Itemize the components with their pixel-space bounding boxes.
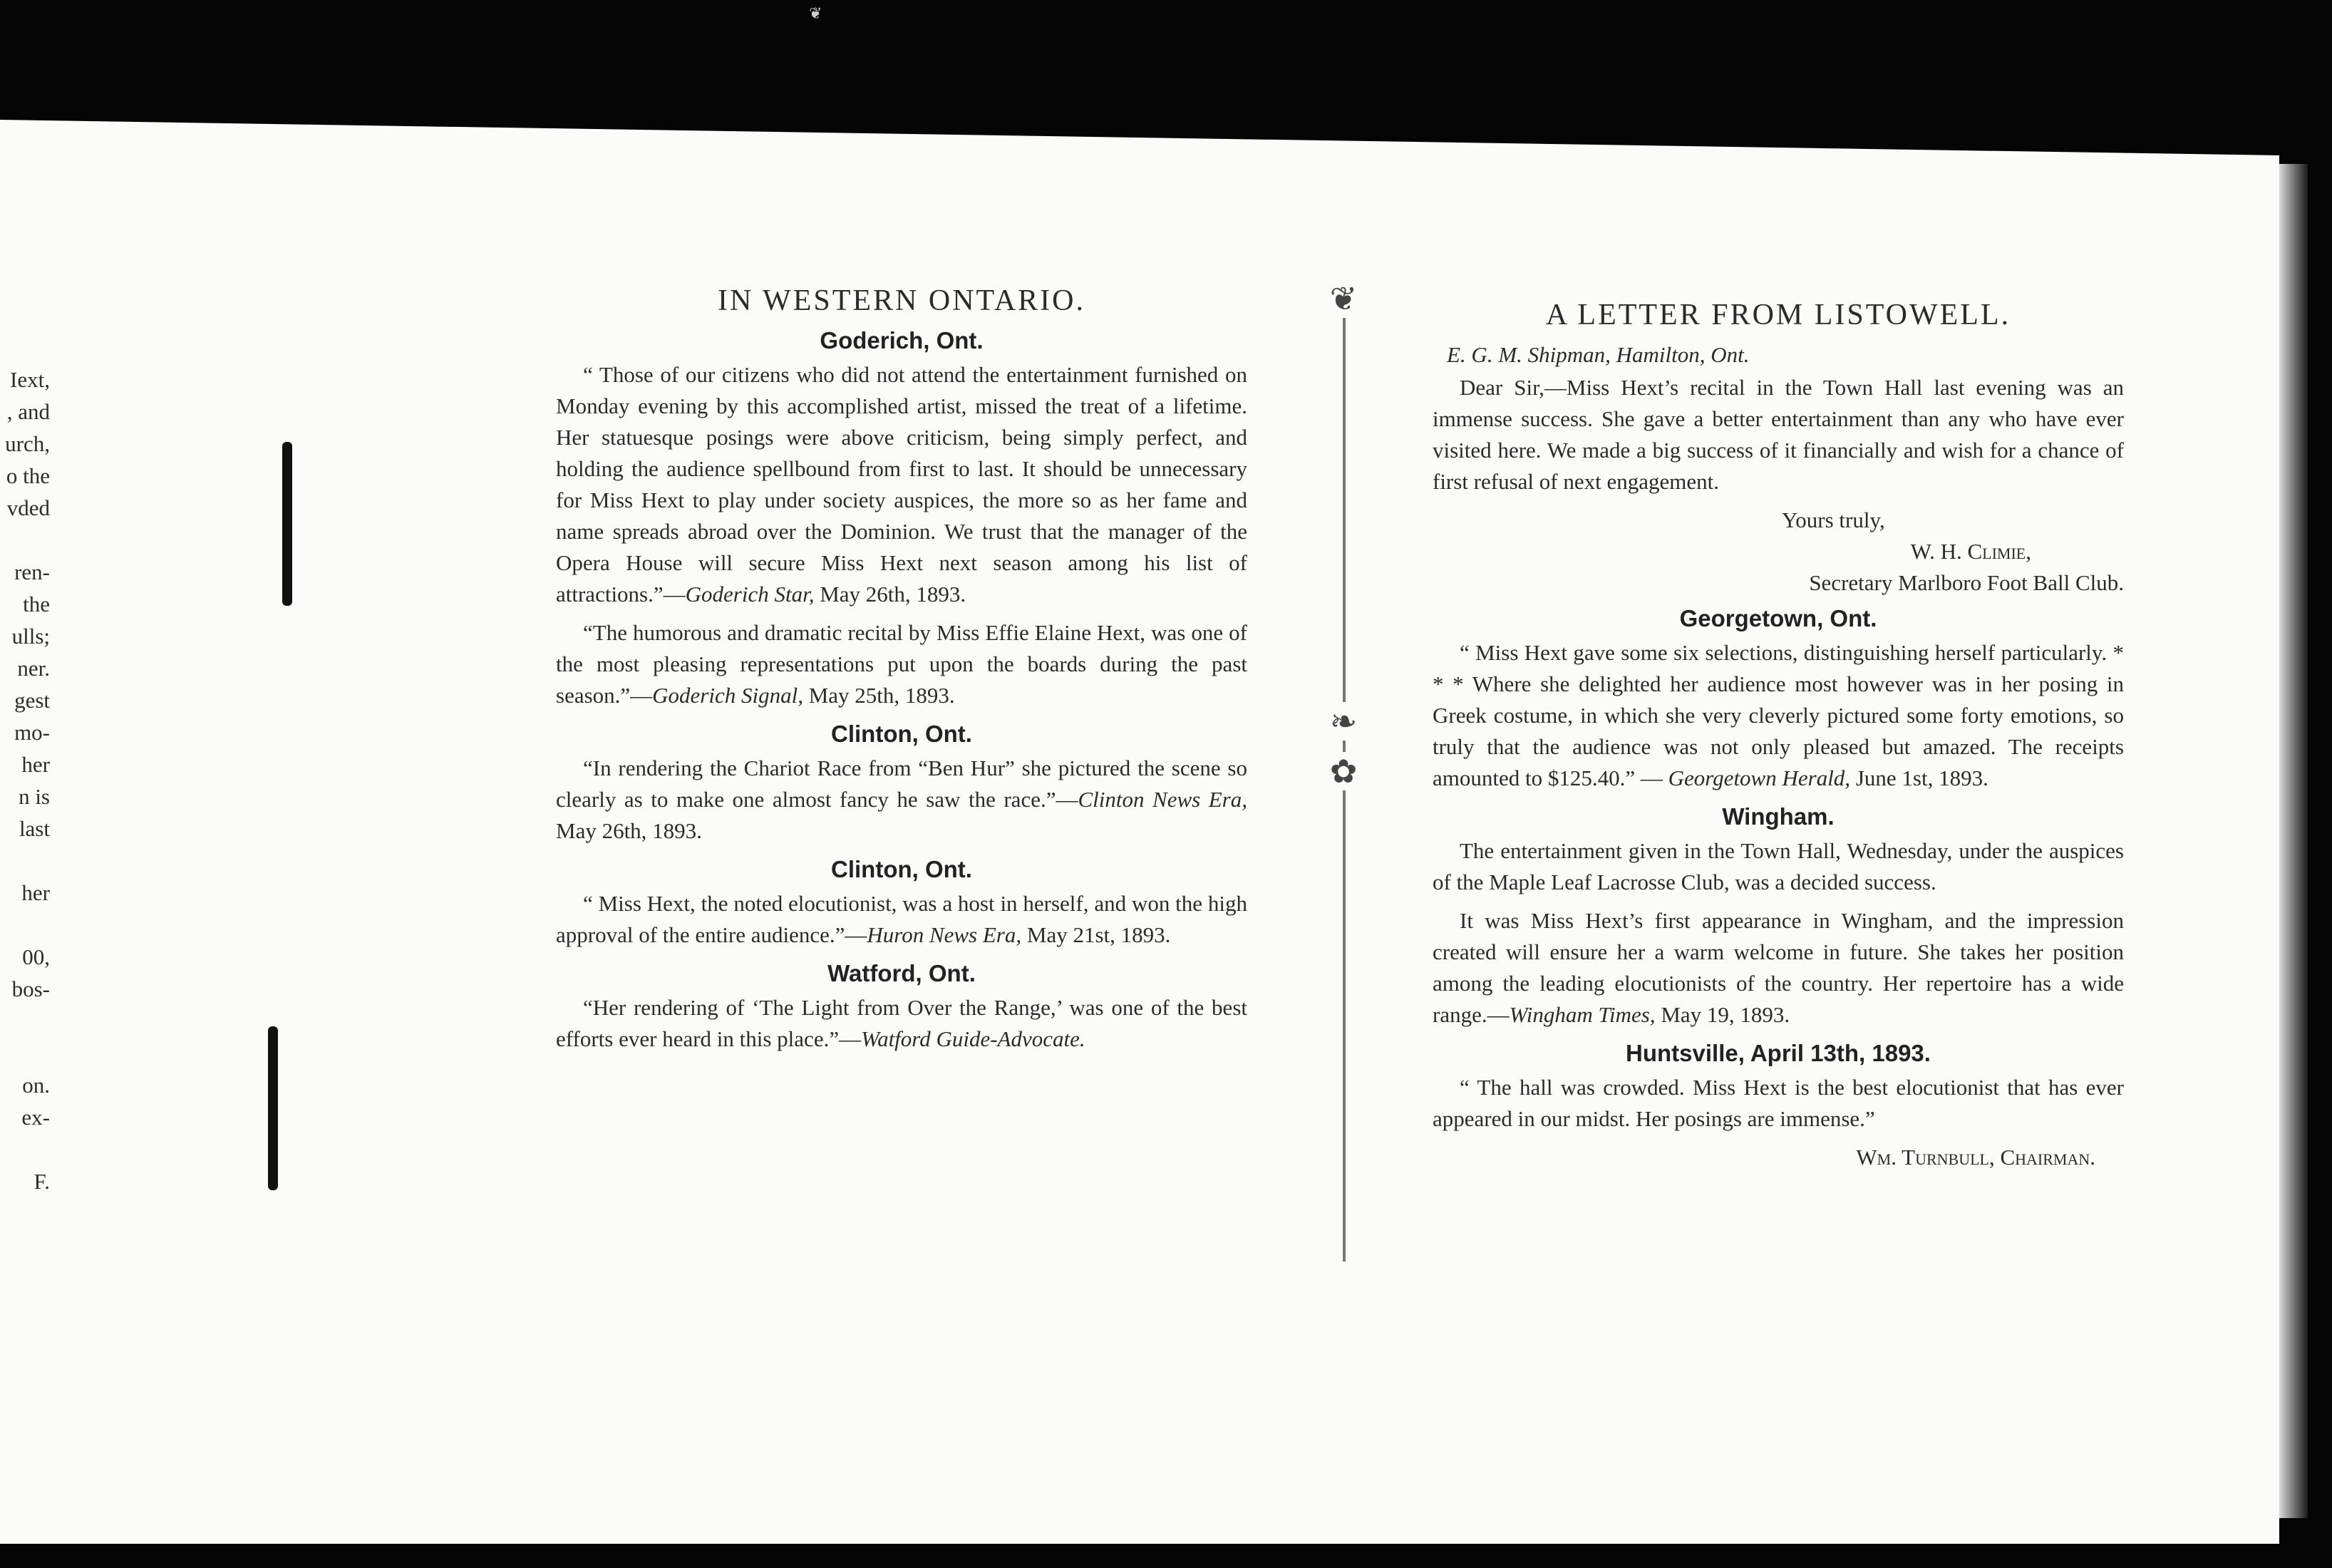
letter-signer: W. H. Climie, — [1910, 539, 2031, 564]
section-heading: Clinton, Ont. — [831, 721, 972, 747]
ornament-flourish-icon: ✿ — [1319, 752, 1368, 790]
margin-line: o the — [6, 463, 50, 488]
page-edge — [2279, 164, 2308, 1518]
section-heading: Wingham. — [1722, 803, 1835, 830]
margin-line — [0, 909, 50, 941]
left-column — [556, 285, 1247, 1062]
margin-line — [0, 1005, 50, 1037]
binding-staple-bottom — [268, 1026, 278, 1190]
margin-line: the — [23, 592, 50, 617]
section-heading: Huntsville, April 13th, 1893. — [1626, 1040, 1931, 1066]
binding-staple-top — [282, 442, 292, 606]
margin-line: last — [19, 816, 50, 841]
margin-line — [0, 1037, 50, 1069]
section-heading: Watford, Ont. — [827, 960, 976, 986]
margin-line: 00, — [22, 944, 50, 969]
margin-line: ulls; — [11, 624, 50, 649]
ornament-heart-icon: ❧ — [1319, 702, 1368, 741]
review-paragraph: It was Miss Hext’s first appearance in Wingham, and the impression created will ensure her a warm welcome in future. She takes her position among the leading elocutionists of the country. Her repertoire has a wide range.—Wingham Times, May 19, 1893. — [1433, 908, 2124, 1027]
review-paragraph: “ Those of our citizens who did not attend the entertainment furnished on Monday evening by this accomplished artist, missed the treat of a lifetime. Her statuesque posings were above criticism, being simply perfect, and holding the audience spellbound from first to last. It should be unnecessary for Miss Hext to play under society auspices, the more so as her fame and name spreads abroad over the Dominion. We trust that the manager of the Opera House will secure Miss Hext next season among his list of attractions.”—Goderich Star, May 26th, 1893. — [556, 362, 1247, 607]
margin-line: Iext, — [10, 367, 50, 392]
margin-line: gest — [14, 688, 50, 713]
section-heading: Goderich, Ont. — [820, 327, 984, 354]
letter-addressee: E. G. M. Shipman, Hamilton, Ont. — [1447, 342, 1750, 367]
ornament-top-icon: ❦ — [1319, 279, 1368, 318]
section-heading: Clinton, Ont. — [831, 856, 972, 882]
review-paragraph: “ Miss Hext gave some six selections, distinguishing herself particularly. * * * Where she delighted her audience most however was in her posing in Greek costume, in which she very cleverly pictured some forty emotions, so truly that the audience was not only pleased but amazed. The receipts amounted to $125.40.” — Georgetown Herald, June 1st, 1893. — [1433, 640, 2124, 790]
margin-line: vded — [6, 495, 50, 520]
final-signer: Wm. Turnbull, Chairman. — [1856, 1145, 2095, 1170]
margin-line: ex- — [21, 1105, 50, 1130]
right-column — [1433, 299, 2124, 1173]
letter-signer-title: Secretary Marlboro Foot Ball Club. — [1809, 570, 2124, 595]
review-paragraph: “The humorous and dramatic recital by Miss Effie Elaine Hext, was one of the most pleasing representations put upon the boards during the past season.”—Goderich Signal, May 25th, 1893. — [556, 620, 1247, 708]
margin-line: F. — [33, 1169, 50, 1194]
section-heading: Georgetown, Ont. — [1679, 605, 1877, 631]
review-paragraph: “ Miss Hext, the noted elocutionist, was a host in herself, and won the high approval of the entire audience.”—Huron News Era, May 21st, 1893. — [556, 891, 1247, 947]
left-margin-fragments — [0, 363, 50, 1197]
margin-line — [0, 524, 50, 556]
letter-body: Dear Sir,—Miss Hext’s recital in the Town Hall last evening was an immense success. She gave a better entertainment than any who have ever visited here. We made a big success of it financially and wish for a chance of first refusal of next engagement. — [1433, 375, 2124, 494]
review-paragraph: “ The hall was crowded. Miss Hext is the best elocutionist that has ever appeared in our midst. Her posings are immense.” — [1433, 1075, 2124, 1131]
margin-line — [0, 1133, 50, 1165]
margin-line: her — [21, 752, 50, 777]
margin-line: ren- — [14, 559, 50, 584]
right-column-title: A LETTER FROM LISTOWELL. — [1545, 299, 2011, 331]
margin-line: , and — [6, 399, 50, 424]
margin-line: her — [21, 880, 50, 905]
left-column-title: IN WESTERN ONTARIO. — [718, 284, 1085, 317]
review-paragraph: “Her rendering of ‘The Light from Over the Range,’ was one of the best efforts ever heard in this place.”—Watford Guide-Advocate. — [556, 995, 1247, 1051]
top-scan-mark: ❦ — [809, 4, 822, 22]
margin-line — [0, 845, 50, 877]
review-paragraph: “In rendering the Chariot Race from “Ben Hur” she pictured the scene so clearly as to make one almost fancy he saw the race.”—Clinton News Era, May 26th, 1893. — [556, 755, 1247, 843]
margin-line: bos- — [11, 976, 50, 1001]
margin-line: on. — [22, 1073, 50, 1098]
letter-closing: Yours truly, — [1782, 507, 1885, 532]
review-paragraph: The entertainment given in the Town Hall, Wednesday, under the auspices of the Maple Leaf Lacrosse Club, was a decided success. — [1433, 838, 2124, 894]
margin-line: ner. — [17, 656, 50, 681]
margin-line: mo- — [14, 720, 50, 745]
margin-line: n is — [19, 784, 50, 809]
margin-line: urch, — [5, 431, 50, 456]
